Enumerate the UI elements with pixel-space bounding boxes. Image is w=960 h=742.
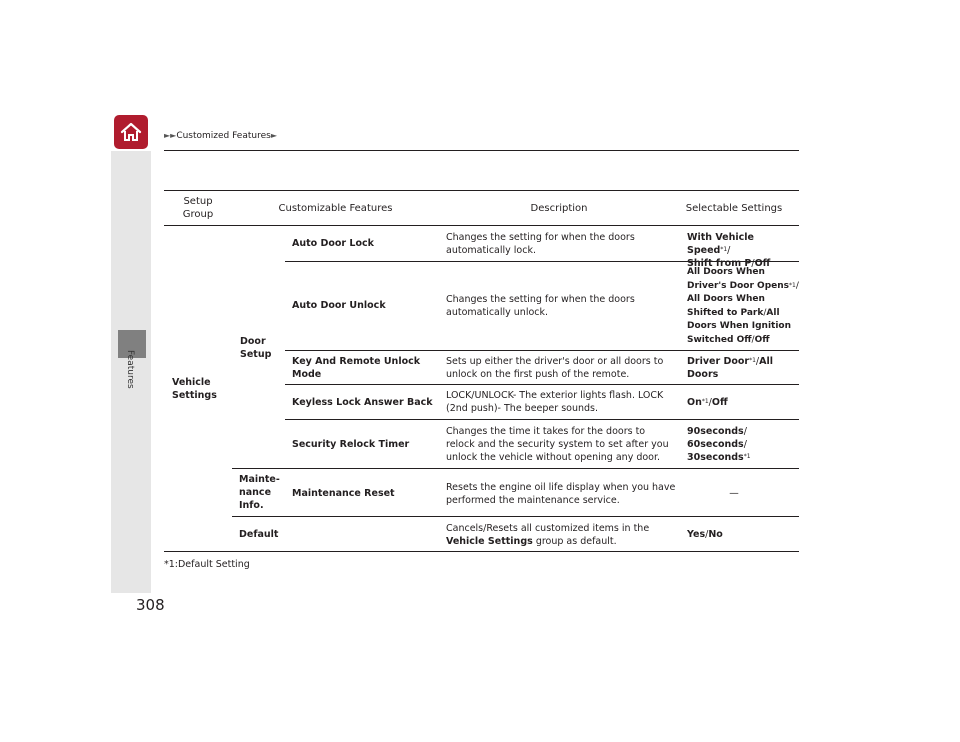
section-label: Features bbox=[125, 350, 135, 389]
separator: / bbox=[705, 529, 709, 540]
feature-description: LOCK/UNLOCK- The exterior lights flash. LOCK (2nd push)- The beeper sounds. bbox=[446, 390, 664, 414]
feature-description: Resets the engine oil life display when you have performed the maintenance service. bbox=[446, 482, 676, 506]
breadcrumb[interactable] bbox=[164, 131, 277, 141]
page-number: 308 bbox=[136, 596, 165, 614]
breadcrumb-label: Customized Features bbox=[176, 131, 271, 141]
setting-option: On bbox=[687, 397, 702, 408]
row-divider bbox=[232, 516, 799, 517]
selectable-settings bbox=[687, 231, 799, 270]
setting-option: All Doors bbox=[687, 356, 773, 380]
setting-option: 60seconds bbox=[687, 439, 744, 450]
home-icon bbox=[119, 121, 143, 143]
feature-name: Security Relock Timer bbox=[292, 439, 410, 450]
selectable-settings bbox=[687, 266, 799, 347]
selectable-settings bbox=[687, 528, 787, 541]
header-customizable-features: Customizable Features bbox=[278, 203, 393, 214]
separator: / bbox=[727, 245, 731, 256]
feature-name: Keyless Lock Answer Back bbox=[292, 397, 433, 408]
description-text: Cancels/Resets all customized items in the bbox=[446, 523, 650, 534]
feature-name: Auto Door Lock bbox=[292, 238, 374, 249]
breadcrumb-arrow-icon: ► bbox=[270, 131, 277, 140]
description-emphasis: Vehicle Settings bbox=[446, 536, 533, 547]
home-button[interactable] bbox=[114, 115, 148, 149]
setting-option: Shift from P bbox=[687, 258, 752, 269]
footnote-marker: *1 bbox=[701, 398, 709, 405]
subgroup-default: Default bbox=[239, 529, 279, 540]
setting-option: All Doors When Driver's Door Opens bbox=[687, 267, 790, 291]
selectable-settings bbox=[687, 355, 787, 381]
table-bottom-rule bbox=[164, 551, 799, 552]
separator: / bbox=[751, 258, 755, 269]
setting-option: Off bbox=[754, 334, 770, 345]
header-setup-group: Setup Group bbox=[182, 196, 214, 220]
separator: / bbox=[795, 280, 799, 291]
subgroup-maintenance-info: Mainte-nance Info. bbox=[239, 474, 280, 511]
row-divider bbox=[285, 384, 799, 385]
setting-option: 30seconds bbox=[687, 452, 744, 463]
separator: / bbox=[743, 426, 747, 437]
setting-option: All Doors When Shifted to Park bbox=[687, 294, 765, 318]
feature-name: Maintenance Reset bbox=[292, 488, 395, 499]
setting-option: No bbox=[708, 529, 723, 540]
separator: / bbox=[751, 334, 755, 345]
setting-option: All Doors When Ignition Switched Off bbox=[687, 307, 792, 345]
feature-description bbox=[446, 522, 676, 548]
header-rule bbox=[164, 150, 799, 151]
separator: / bbox=[743, 439, 747, 450]
setting-option: Driver Door bbox=[687, 356, 750, 367]
setting-option: Off bbox=[754, 258, 771, 269]
feature-description: Sets up either the driver's door or all doors to unlock on the first push of the remote. bbox=[446, 356, 664, 380]
feature-description: Changes the setting for when the doors automatically lock. bbox=[446, 232, 635, 256]
separator: / bbox=[763, 307, 767, 318]
feature-name: Key And Remote Unlock Mode bbox=[292, 356, 421, 380]
footnote-marker: *1 bbox=[743, 453, 751, 460]
row-divider bbox=[285, 350, 799, 351]
table-top-rule bbox=[164, 190, 799, 191]
selectable-settings bbox=[687, 396, 787, 409]
footnote-marker: *1 bbox=[789, 281, 796, 289]
footnote: *1:Default Setting bbox=[164, 559, 250, 570]
row-divider bbox=[232, 468, 799, 469]
group-vehicle-settings: Vehicle Settings bbox=[172, 377, 217, 401]
feature-description: Changes the setting for when the doors automatically unlock. bbox=[446, 294, 635, 318]
header-description: Description bbox=[530, 203, 588, 214]
feature-description: Changes the time it takes for the doors to relock and the security system to set after you unlock the vehicle without opening any door. bbox=[446, 426, 669, 463]
setting-option: With Vehicle Speed bbox=[687, 232, 754, 256]
footnote-marker: *1 bbox=[720, 246, 728, 253]
footnote-marker: *1 bbox=[749, 357, 756, 364]
setting-option: 90seconds bbox=[687, 426, 744, 437]
row-divider bbox=[285, 419, 799, 420]
breadcrumb-arrow-icon: ►► bbox=[164, 131, 177, 140]
subgroup-door-setup: Door Setup bbox=[240, 336, 272, 360]
description-text: group as default. bbox=[535, 536, 617, 547]
feature-name: Auto Door Unlock bbox=[292, 300, 386, 311]
separator: / bbox=[708, 397, 712, 408]
selectable-settings bbox=[687, 425, 787, 464]
separator: / bbox=[755, 356, 760, 367]
selectable-settings: — bbox=[729, 488, 739, 499]
header-selectable-settings: Selectable Settings bbox=[685, 203, 783, 214]
setting-option: Yes bbox=[687, 529, 706, 540]
setting-option: Off bbox=[711, 397, 728, 408]
header-rule bbox=[164, 225, 799, 226]
